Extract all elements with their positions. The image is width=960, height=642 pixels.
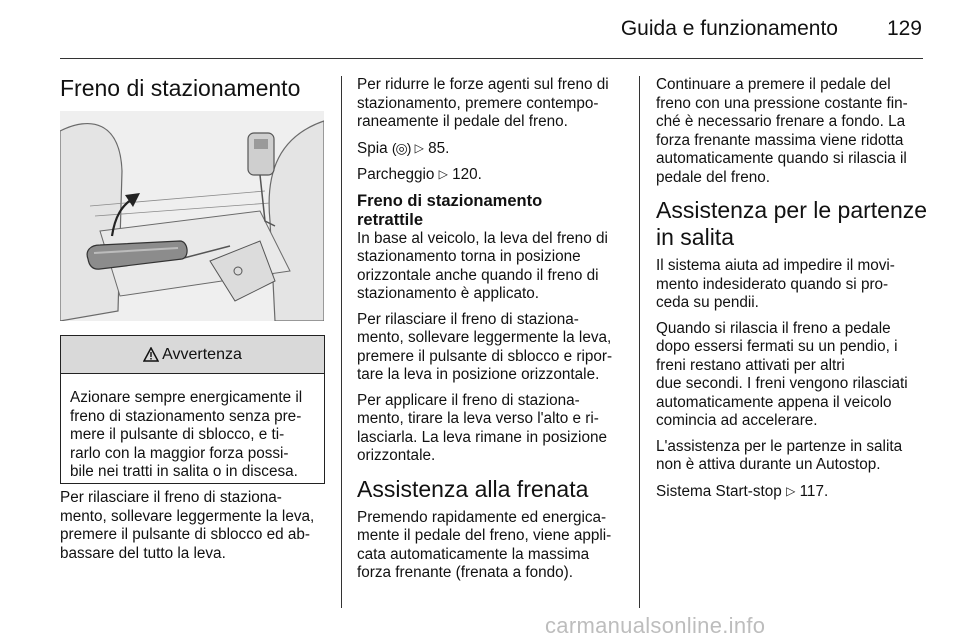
warning-box	[60, 335, 325, 484]
text-line: forza frenante massima viene ridotta	[656, 131, 904, 149]
reference-arrow-icon: ▷	[786, 483, 796, 498]
page-reference-link[interactable]: 120.	[452, 166, 482, 183]
page-number: 129	[886, 17, 922, 40]
text-line: mere il pulsante di sblocco, e ti-	[70, 426, 285, 443]
section-title-parking-brake: Freno di stazionamento	[60, 75, 301, 101]
paragraph	[357, 76, 625, 132]
text-line: Quando si rilascia il freno a pedale	[656, 319, 891, 337]
text-line: mento indesiderato quando si pro-	[656, 275, 889, 293]
release-instructions	[60, 489, 328, 563]
parcheggio-label: Parcheggio	[357, 166, 435, 183]
text-line: freno di stazionamento senza pre-	[70, 407, 302, 425]
title-line: in salita	[656, 224, 734, 250]
parking-brake-lamp-icon: (◎)	[391, 139, 411, 156]
text-line: rarlo con la maggior forza possi-	[70, 444, 289, 462]
reference-arrow-icon: ▷	[438, 167, 448, 181]
text-line: Premendo rapidamente ed energica-	[357, 508, 607, 526]
watermark: carmanualsonline.info	[545, 613, 766, 638]
text-line: premere il pulsante di sblocco e ripor-	[357, 347, 613, 365]
text-line: Per applicare il freno di staziona-	[357, 391, 580, 409]
text-line: lasciarla. La leva rimane in posizione	[357, 428, 607, 446]
text-line: comincia ad accelerare.	[656, 412, 818, 429]
column-divider	[639, 76, 640, 608]
text-line: orizzontale.	[357, 447, 436, 464]
text-line: Per ridurre le forze agenti sul freno di	[357, 76, 609, 93]
spia-reference	[357, 139, 625, 159]
text-line: ché è necessario frenare a fondo. La	[656, 113, 906, 130]
paragraph	[357, 392, 625, 466]
text-line: freno con una pressione costante fin-	[656, 94, 908, 112]
title-line: Assistenza per le partenze	[656, 197, 928, 223]
warning-header	[61, 336, 324, 374]
text-line: pedale del freno.	[656, 168, 770, 186]
text-line: cata automaticamente la massima	[357, 545, 590, 563]
text-line: Per rilasciare il freno di staziona-	[60, 489, 282, 506]
warning-triangle-icon	[143, 347, 159, 362]
parking-brake-illustration	[60, 111, 324, 321]
subsection-title-retractable	[357, 192, 625, 230]
text-line: freni restano attivati per altri	[656, 356, 845, 374]
text-line: non è attiva durante un Autostop.	[656, 456, 881, 473]
paragraph	[357, 230, 625, 304]
startstop-label: Sistema Start-stop	[656, 482, 782, 500]
section-title-hill-start-assist	[656, 197, 928, 251]
warning-label: Avvertenza	[162, 345, 242, 363]
text-line: raneamente il pedale del freno.	[357, 113, 568, 130]
paragraph	[357, 509, 625, 583]
text-line: ceda su pendii.	[656, 294, 759, 311]
title-line: Assistenza alla frenata	[357, 475, 589, 502]
text-line: tare la leva in posizione orizzontale.	[357, 366, 600, 383]
text-line: orizzontale anche quando il freno di	[357, 266, 599, 284]
page-reference-link[interactable]: 85.	[428, 139, 450, 157]
title-line: Freno di stazionamento	[357, 191, 543, 210]
text-line: stazionamento torna in posizione	[357, 248, 581, 265]
warning-text	[61, 374, 324, 482]
text-line: automaticamente quando si rilascia il	[656, 150, 907, 167]
text-line: mento, sollevare leggermente la leva,	[357, 329, 612, 346]
paragraph	[656, 76, 924, 187]
startstop-reference	[656, 482, 924, 502]
text-line: due secondi. I freni vengono rilasciati	[656, 375, 908, 392]
text-line: premere il pulsante di sblocco ed ab-	[60, 526, 310, 543]
paragraph	[656, 320, 924, 431]
text-line: dopo essersi fermati su un pendio, i	[656, 338, 898, 355]
section-title-brake-assist	[357, 476, 625, 503]
text-line: Azionare sempre energicamente il	[70, 389, 303, 406]
parcheggio-reference	[357, 165, 625, 185]
paragraph	[656, 257, 924, 313]
text-line: Il sistema aiuta ad impedire il movi-	[656, 257, 895, 274]
text-line: stazionamento, premere contempo-	[357, 94, 599, 112]
spia-label: Spia	[357, 139, 388, 157]
text-line: forza frenante (frenata a fondo).	[357, 564, 573, 581]
text-line: mento, tirare la leva verso l'alto e ri-	[357, 410, 599, 427]
text-line: L'assistenza per le partenze in salita	[656, 437, 903, 455]
paragraph	[357, 311, 625, 385]
text-line: bassare del tutto la leva.	[60, 544, 226, 562]
column-3	[656, 76, 928, 508]
header-divider	[60, 58, 923, 59]
running-header-title: Guida e funzionamento	[620, 17, 838, 40]
text-line: bile nei tratti in salita o in discesa.	[70, 463, 298, 480]
text-line: stazionamento è applicato.	[357, 285, 539, 302]
text-line: In base al veicolo, la leva del freno di	[357, 229, 608, 247]
title-line: retrattile	[357, 210, 424, 229]
column-divider	[341, 76, 342, 608]
column-2	[357, 76, 625, 590]
paragraph	[656, 438, 924, 475]
text-line: Continuare a premere il pedale del	[656, 76, 891, 93]
text-line: automaticamente appena il veicolo	[656, 393, 892, 411]
text-line: mento, sollevare leggermente la leva,	[60, 507, 315, 525]
page-reference-link[interactable]: 117.	[799, 482, 829, 500]
text-line: Per rilasciare il freno di staziona-	[357, 310, 579, 328]
text-line: mente il pedale del freno, viene appli-	[357, 527, 612, 544]
reference-arrow-icon: ▷	[414, 140, 424, 155]
